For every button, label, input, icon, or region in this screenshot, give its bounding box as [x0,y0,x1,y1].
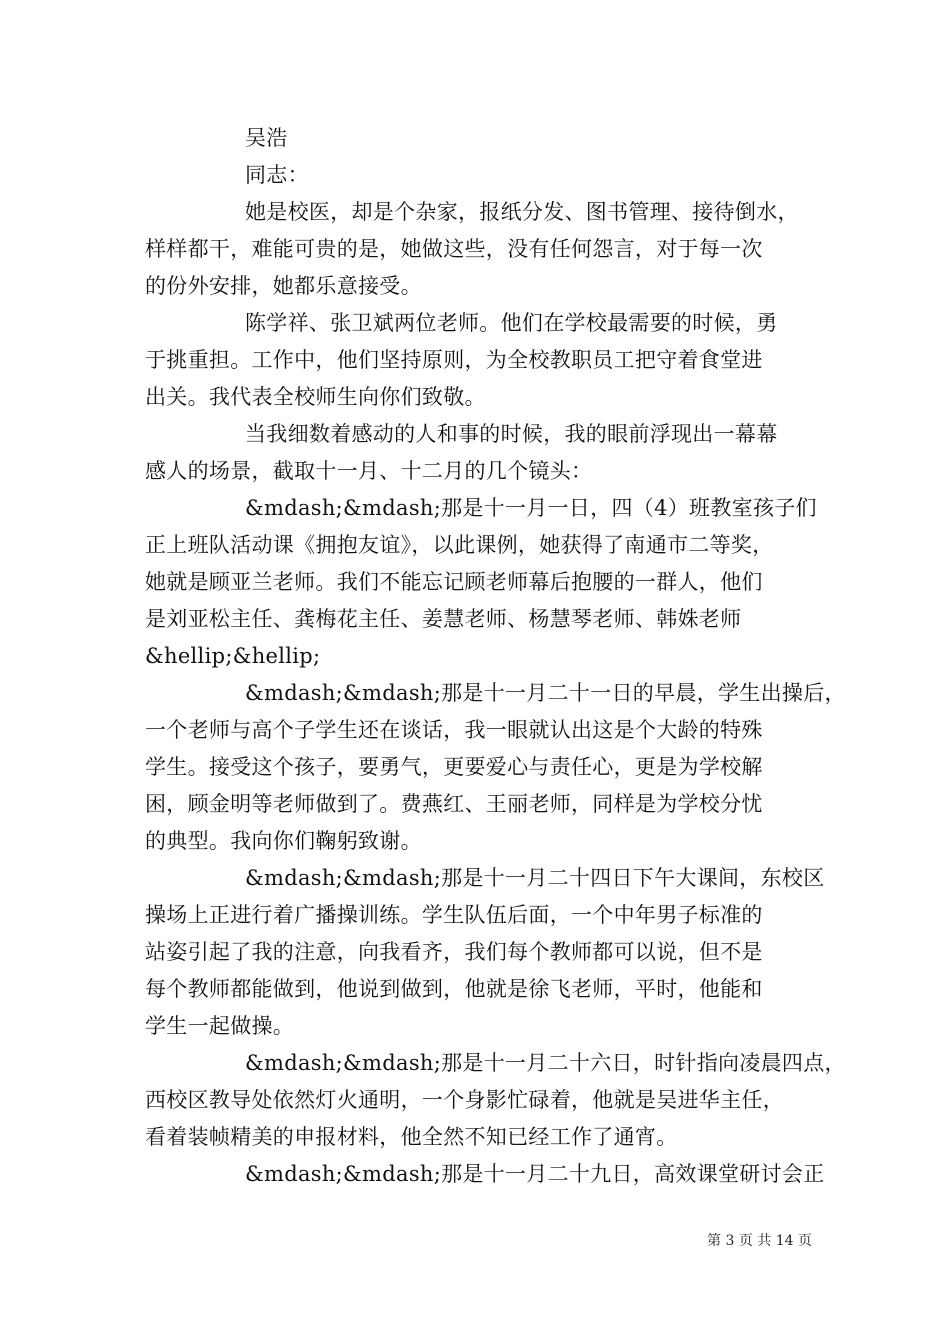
paragraph [145,675,846,860]
text-line: 的份外安排，她都乐意接受。 [145,274,422,298]
paragraph [145,1045,846,1156]
text-line: 样样都干，难能可贵的是，她做这些，没有任何怨言，对于每一次 [145,237,763,261]
text-line: &hellip;&hellip; [145,644,321,668]
text-line: 每个教师都能做到，他说到做到，他就是徐飞老师，平时，他能和 [145,977,763,1001]
paragraph [145,416,825,490]
paragraph [145,1156,825,1193]
text-line: &mdash;&mdash;那是十一月二十四日下午大课间，东校区 [245,866,825,890]
text-line: 困，顾金明等老师做到了。费燕红、王丽老师，同样是为学校分忧 [145,792,763,816]
text-line: &mdash;&mdash;那是十一月二十一日的早晨，学生出操后， [245,681,846,705]
text-line: 一个老师与高个子学生还在谈话，我一眼就认出这是个大龄的特殊 [145,718,763,742]
text-line: 看着装帧精美的申报材料，他全然不知已经工作了通宵。 [145,1125,678,1149]
text-line: 是刘亚松主任、龚梅花主任、姜慧老师、杨慧琴老师、韩姝老师 [145,607,742,631]
text-line: 学生一起做操。 [145,1014,295,1038]
text-line: 操场上正进行着广播操训练。学生队伍后面，一个中年男子标准的 [145,903,763,927]
paragraph [145,860,825,1045]
text-line: 她就是顾亚兰老师。我们不能忘记顾老师幕后抱腰的一群人，他们 [145,570,763,594]
text-line: &mdash;&mdash;那是十一月二十九日，高效课堂研讨会正 [245,1162,825,1186]
paragraph-salutation [145,157,825,194]
text-line: &mdash;&mdash;那是十一月一日，四（4）班教室孩子们 [245,496,817,520]
page-number: 第 3 页 共 14 页 [707,1233,812,1249]
paragraph-recipient [145,120,825,157]
text-line: 吴浩 [245,126,288,150]
text-line: 她是校医，却是个杂家，报纸分发、图书管理、接待倒水， [245,200,799,224]
text-line: 陈学祥、张卫斌两位老师。他们在学校最需要的时候，勇 [245,311,778,335]
paragraph [145,194,825,305]
text-line: 当我细数着感动的人和事的时候，我的眼前浮现出一幕幕 [245,422,778,446]
text-line: 站姿引起了我的注意，向我看齐，我们每个教师都可以说，但不是 [145,940,763,964]
text-line: 正上班队活动课《拥抱友谊》，以此课例，她获得了南通市二等奖， [145,533,774,557]
text-line: 同志： [245,163,309,187]
document-body [145,120,846,1193]
text-line: 的典型。我向你们鞠躬致谢。 [145,829,422,853]
text-line: 学生。接受这个孩子，要勇气，更要爱心与责任心，更是为学校解 [145,755,763,779]
text-line: 出关。我代表全校师生向你们致敬。 [145,385,486,409]
paragraph [145,490,825,675]
paragraph [145,305,825,416]
text-line: 于挑重担。工作中，他们坚持原则，为全校教职员工把守着食堂进 [145,348,763,372]
text-line: &mdash;&mdash;那是十一月二十六日，时针指向凌晨四点， [245,1051,846,1075]
text-line: 感人的场景，截取十一月、十二月的几个镜头： [145,459,593,483]
text-line: 西校区教导处依然灯火通明，一个身影忙碌着，他就是吴进华主任， [145,1088,784,1112]
